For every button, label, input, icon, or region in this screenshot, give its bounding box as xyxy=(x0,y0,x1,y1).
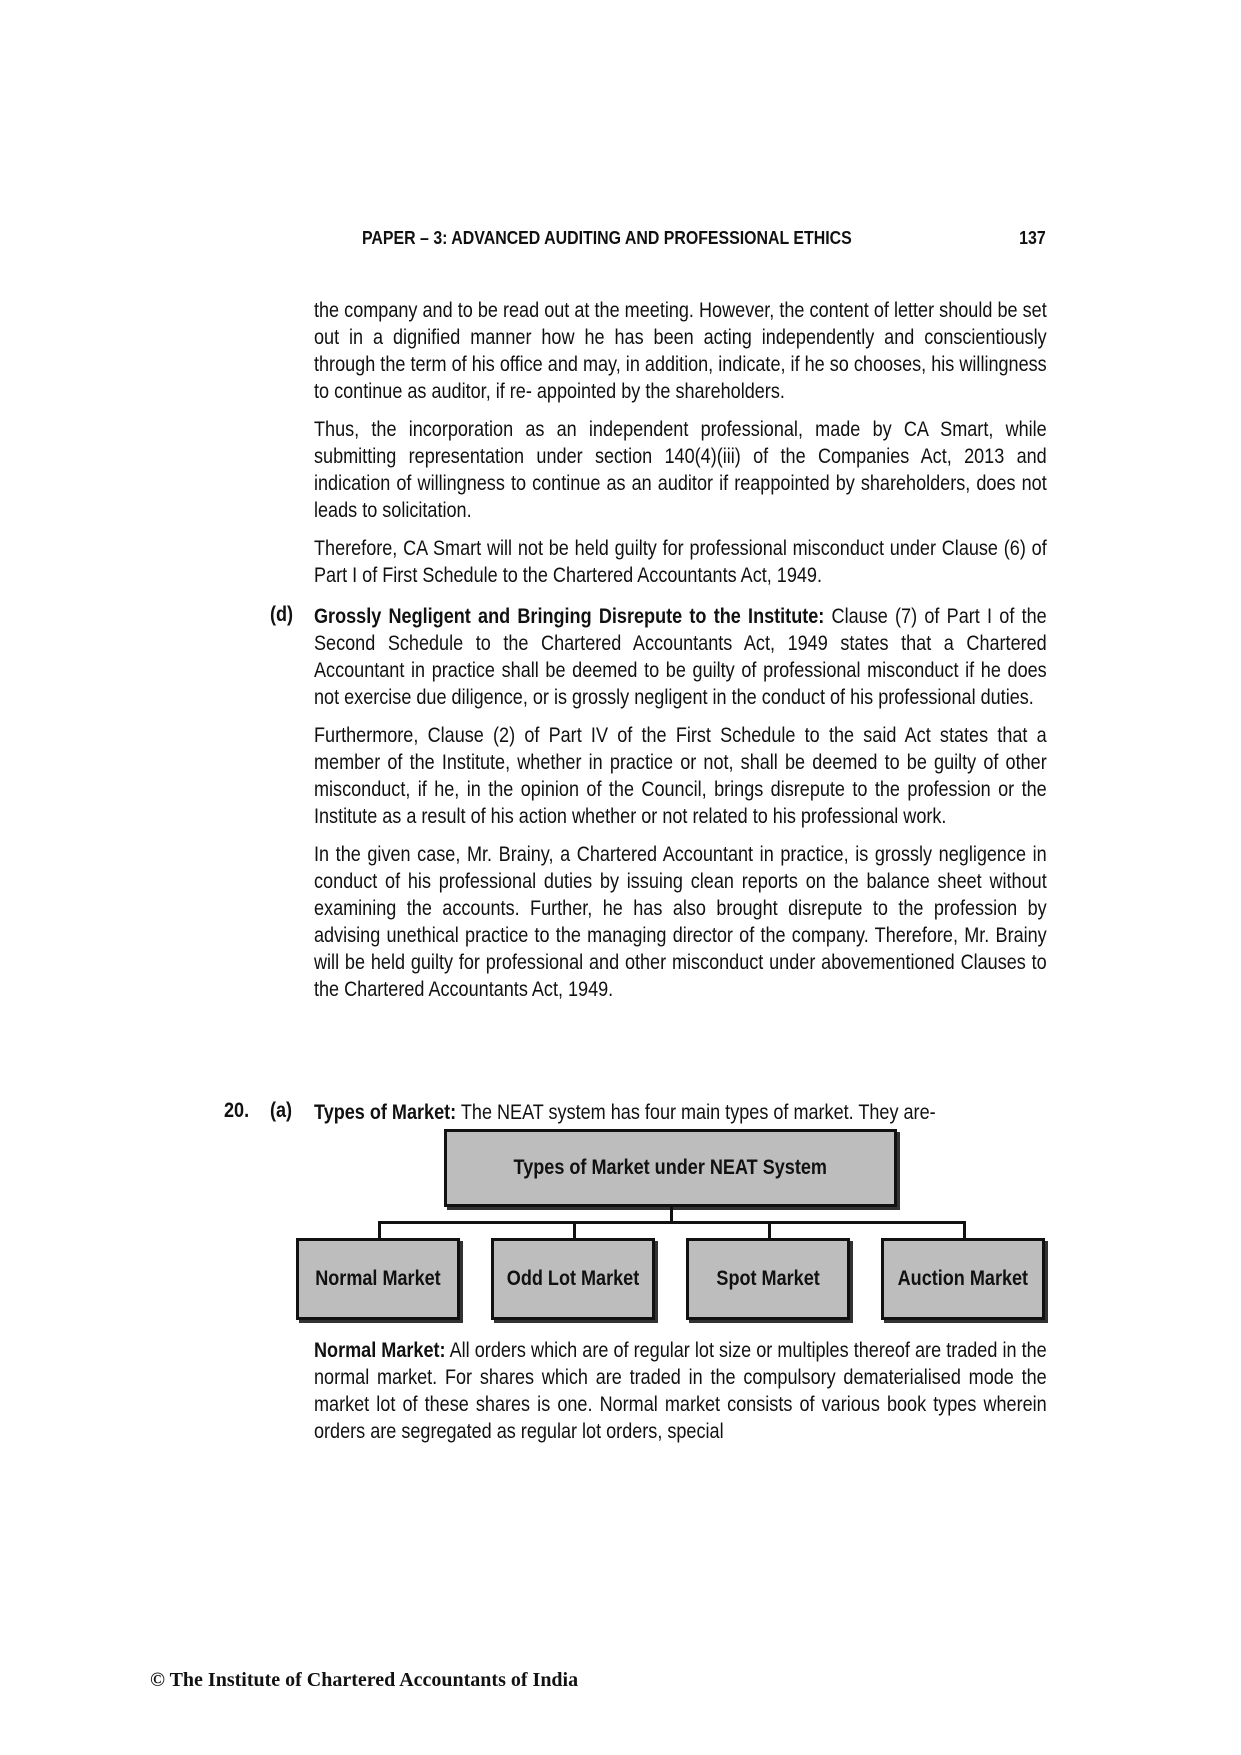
item-d-heading: Grossly Negligent and Bringing Disrepute to the Institute: xyxy=(314,605,825,628)
q20-intro xyxy=(314,1099,1047,1126)
page-number: 137 xyxy=(1019,227,1046,248)
connector-branch xyxy=(768,1221,771,1239)
paragraph: Furthermore, Clause (2) of Part IV of the First Schedule to the said Act states that a member of the Institute, whether in practice or not, shall be deemed to be guilty of other misconduct, if he, in the opinion of the Council, brings disrepute to the profession or the Institute as a result of his action whether or not related to his professional work. xyxy=(314,723,1047,829)
connector-horizontal xyxy=(378,1221,966,1224)
paragraph: the company and to be read out at the meeting. However, the content of letter should be set out in a dignified manner how he has been acting independently and conscientiously through the term of his office and may, in addition, indicate, if he so chooses, his willingness to continue as auditor, if re- appointed by the shareholders. xyxy=(314,299,1047,404)
normal-market-text: All orders which are of regular lot size or multiples thereof are traded in the normal market. For shares which are traded in the compulsory dematerialised mode the market lot of these shares is one. Normal market consists of various book types wherein orders are segregated as regular lot orders, special xyxy=(314,1339,1047,1444)
diagram-child-label: Normal Market xyxy=(315,1267,441,1290)
paragraph xyxy=(314,603,1047,711)
connector-branch xyxy=(573,1221,576,1239)
question-number: 20. xyxy=(224,1099,250,1122)
item-label-d: (d) xyxy=(270,603,294,626)
paragraph: Therefore, CA Smart will not be held guilty for professional misconduct under Clause (6) of Part I of First Schedule to the Chartered Accountants Act, 1949. xyxy=(314,536,1047,587)
diagram-child-box xyxy=(686,1238,850,1320)
paper-title: PAPER – 3: ADVANCED AUDITING AND PROFESSIONAL ETHICS xyxy=(362,227,852,248)
copyright-footer: © The Institute of Chartered Accountants of India xyxy=(150,1669,579,1691)
diagram-child-label: Auction Market xyxy=(897,1267,1029,1290)
item-d-text: Clause (7) of Part I of the Second Schedule to the Chartered Accountants Act, 1949 states that a Chartered Accountant in practice shall be deemed to be guilty of professional misconduct if he does not exercise due diligence, or is grossly negligent in the conduct of his professional duties. xyxy=(314,605,1047,710)
paragraph xyxy=(314,1337,1047,1445)
diagram-child-box xyxy=(881,1238,1045,1320)
continuation-block xyxy=(314,297,1047,589)
normal-market-heading: Normal Market: xyxy=(314,1339,446,1362)
diagram-root-box xyxy=(444,1129,897,1207)
q20-heading: Types of Market: xyxy=(314,1101,457,1124)
diagram-child-label: Odd Lot Market xyxy=(506,1267,640,1290)
diagram-child-label: Spot Market xyxy=(716,1267,820,1290)
diagram-child-box xyxy=(491,1238,655,1320)
item-d-block xyxy=(314,603,1047,1003)
item-label-a: (a) xyxy=(270,1099,293,1122)
diagram-root-label: Types of Market under NEAT System xyxy=(513,1156,828,1179)
connector-branch xyxy=(963,1221,966,1239)
connector-branch xyxy=(378,1221,381,1239)
paragraph: Thus, the incorporation as an independent professional, made by CA Smart, while submitting representation under section 140(4)(iii) of the Companies Act, 2013 and indication of willingness to continue as an auditor if reappointed by shareholders, does not leads to solicitation. xyxy=(314,417,1047,523)
normal-market-block xyxy=(314,1337,1047,1445)
paragraph: In the given case, Mr. Brainy, a Chartered Accountant in practice, is grossly negligence in conduct of his professional duties by issuing clean reports on the balance sheet without examining the accounts. Further, he has also brought disrepute to the profession by advising unethical practice to the managing director of the company. Therefore, Mr. Brainy will be held guilty for professional and other misconduct under abovementioned Clauses to the Chartered Accountants Act, 1949. xyxy=(314,842,1047,1002)
q20-intro-text: The NEAT system has four main types of market. They are- xyxy=(456,1101,936,1124)
diagram-child-box xyxy=(296,1238,460,1320)
